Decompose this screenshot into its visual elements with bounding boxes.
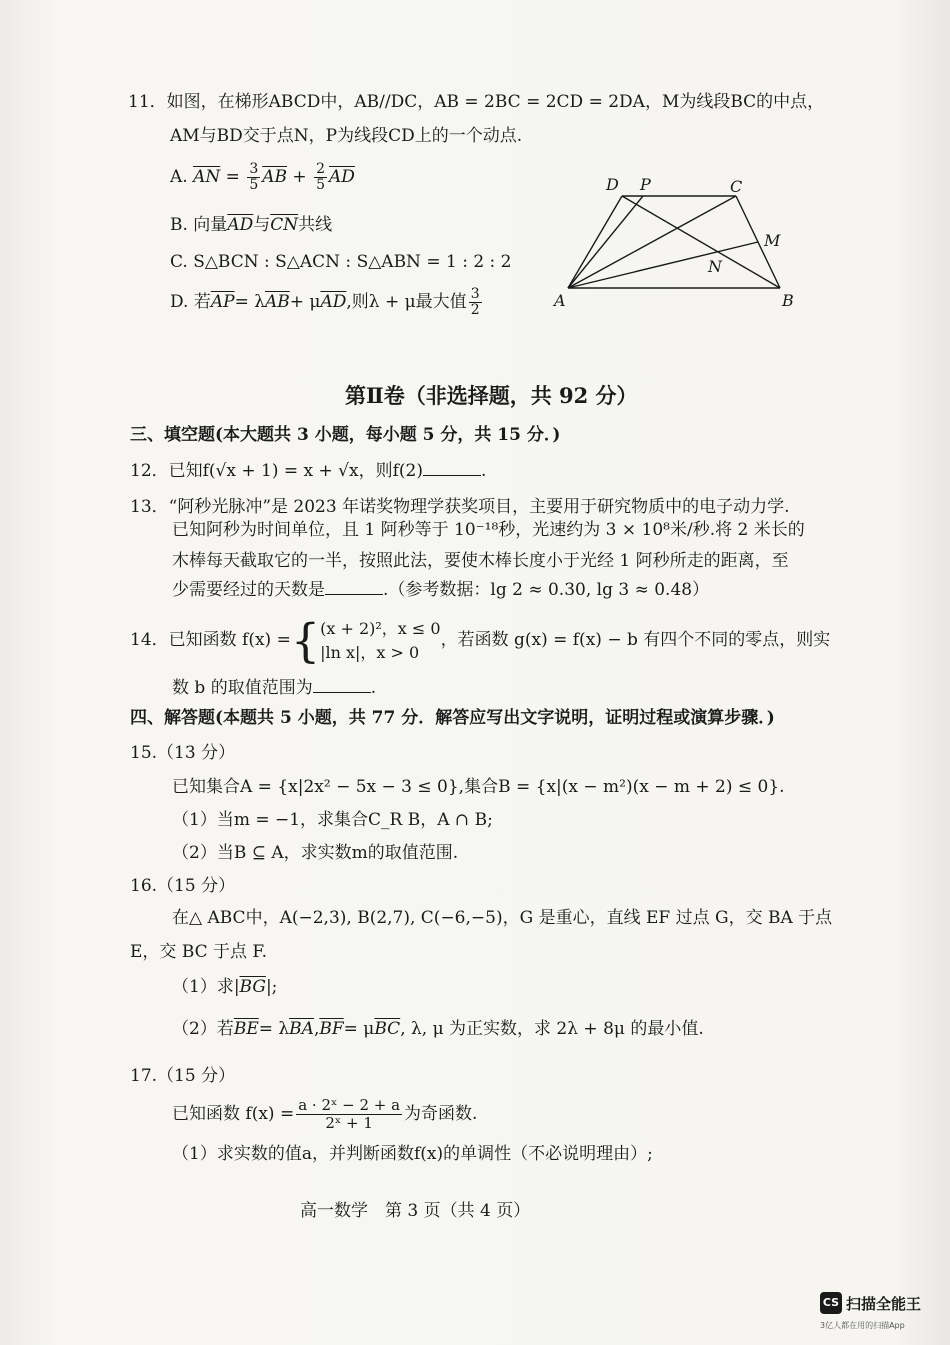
section-title: 第Ⅱ卷（非选择题，共 92 分）: [345, 383, 638, 408]
q12: 12．已知f(√x + 1) = x + √x，则f(2) .: [130, 461, 487, 481]
q16-line2: E，交 BC 于点 F.: [130, 942, 267, 962]
q15-line1: 已知集合A = {x|2x² − 5x − 3 ≤ 0},集合B = {x|(x − m²)(x − m + 2) ≤ 0}.: [172, 777, 785, 797]
q11-option-a: A. $\overline{AN}$ = $\frac{3}{5}$ $\overline{AB}$ + $\frac{2}{5}$ $\overline{AD}$: [170, 161, 355, 193]
q15-part1: （1）当m = −1，求集合C_R B，A ∩ B;: [172, 810, 493, 830]
q17-part1: （1）求实数的值a，并判断函数f(x)的单调性（不必说明理由）;: [172, 1144, 653, 1164]
q16-head: 16.（15 分）: [130, 876, 236, 896]
part4-heading: 四、解答题(本题共 5 小题，共 77 分．解答应写出文字说明，证明过程或演算步骤．): [130, 708, 775, 728]
scanner-watermark: [820, 1292, 921, 1314]
q11-line2: AM与BD交于点N，P为线段CD上的一个动点.: [170, 126, 523, 146]
label-p: P: [640, 175, 651, 194]
q11-line1: 11．如图，在梯形ABCD中，AB//DC，AB = 2BC = 2CD = 2DA，M为线段BC的中点，: [128, 92, 825, 112]
part3-heading: 三、填空题(本大题共 3 小题，每小题 5 分，共 15 分．): [130, 425, 561, 445]
q16-line1: 在△ ABC中，A(−2,3), B(2,7), C(−6,−5)，G 是重心，直线 EF 过点 G，交 BA 于点: [172, 908, 833, 928]
label-a: A: [554, 291, 566, 310]
q12-answer-blank[interactable]: [423, 459, 481, 476]
q17-head: 17.（15 分）: [130, 1066, 236, 1086]
q13-line2: 已知阿秒为时间单位，且 1 阿秒等于 10⁻¹⁸秒，光速约为 3 × 10⁸米/秒.将 2 米长的: [172, 520, 805, 540]
label-c: C: [730, 177, 743, 196]
q14-line2: 数 b 的取值范围为 .: [172, 678, 377, 698]
camscanner-logo-icon: CS: [820, 1292, 842, 1314]
label-m: M: [764, 231, 781, 250]
q14-answer-blank[interactable]: [313, 676, 371, 693]
label-d: D: [606, 175, 619, 194]
q13-line3: 木棒每天截取它的一半，按照此法，要使木棒长度小于光经 1 阿秒所走的距离，至: [172, 551, 789, 571]
label-n: N: [708, 257, 722, 276]
q11-option-c: C. S△BCN : S△ACN : S△ABN = 1 : 2 : 2: [170, 252, 512, 272]
scanner-tagline: 3亿人都在用的扫描App: [820, 1321, 905, 1330]
q11-option-d: D. 若$\overline{AP}= \lambda\overline{AB}+ \mu\overline{AD}$,则λ + μ最大值 $\frac{3}{2}$: [170, 286, 480, 318]
q13-line1: 13．“阿秒光脉冲”是 2023 年诺奖物理学获奖项目，主要用于研究物质中的电子动力学.: [130, 497, 790, 517]
q15-part2: （2）当B ⊆ A，求实数m的取值范围.: [172, 843, 459, 863]
page-footer: 高一数学 第 3 页（共 4 页）: [300, 1201, 531, 1221]
scanner-brand: 扫描全能王: [846, 1294, 922, 1313]
label-b: B: [782, 291, 794, 310]
q11-option-b: B. 向量$\overline{AD}$与$\overline{CN}$共线: [170, 215, 333, 235]
q13-line4: 少需要经过的天数是 .（参考数据：lg 2 ≈ 0.30, lg 3 ≈ 0.48）: [172, 580, 710, 600]
trapezoid-figure: [550, 170, 800, 310]
q17-line1: 已知函数 f(x) = $\frac{\text{a · 2ˣ − 2 + a}}{\text{2ˣ + 1}}$ 为奇函数.: [172, 1096, 478, 1132]
q15-head: 15.（13 分）: [130, 743, 236, 763]
q16-part1: （1）求$|\overline{BG}|$;: [172, 977, 278, 997]
q16-part2: （2）若$\overline{BE}= \lambda\overline{BA},\overline{BF}= \mu\overline{BC}$, λ, μ 为正实数，求 2λ + 8μ 的最小值.: [172, 1019, 704, 1039]
q13-answer-blank[interactable]: [325, 578, 383, 595]
q14-line1: 14．已知函数 f(x) ={ (x + 2)²，x ≤ 0 |ln x|，x > 0 ，若函数 g(x) = f(x) − b 有四个不同的零点，则实: [130, 613, 831, 668]
